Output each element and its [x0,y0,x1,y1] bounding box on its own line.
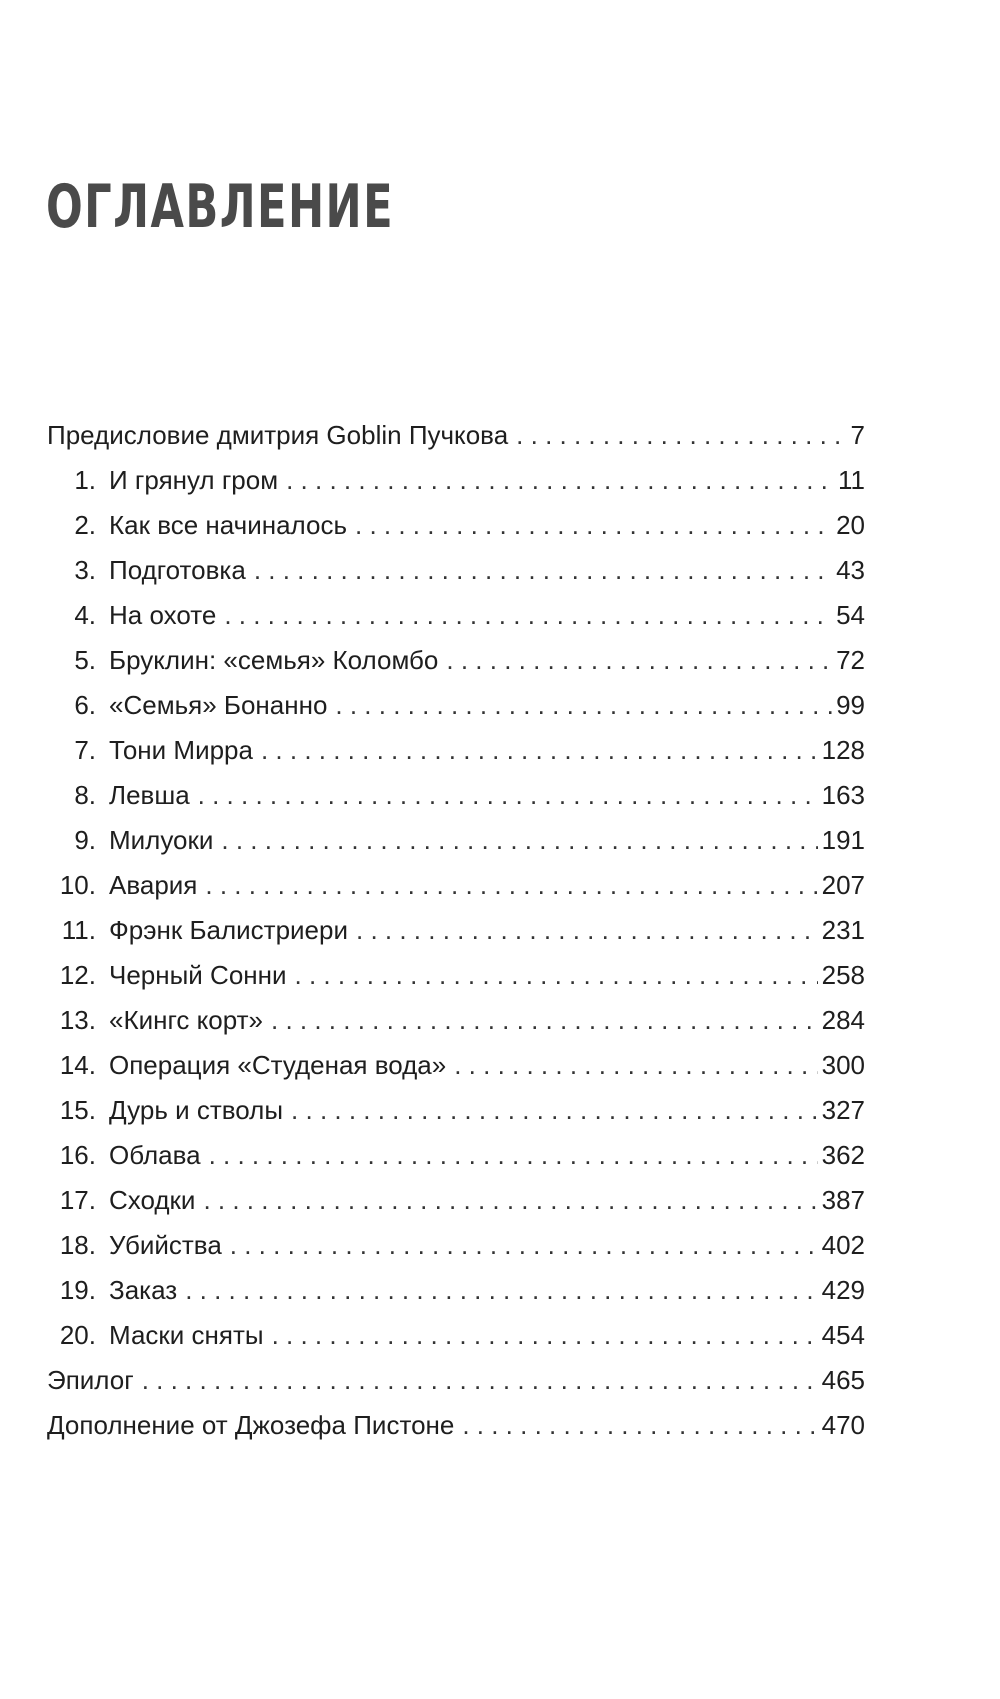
toc-entry-number: 20. [59,1320,96,1350]
toc-entry-epilogue [47,1358,865,1403]
toc-entry-title: И грянул гром [109,465,279,495]
dot-leader [209,1133,818,1178]
dot-leader [355,503,832,548]
toc-entry-number: 16. [59,1140,96,1170]
toc-entry-number: 3. [74,555,96,585]
toc-entry-page: 429 [821,1275,865,1305]
dot-leader [446,638,832,683]
toc-entry-chapter-13 [47,998,865,1043]
toc-entry-number: 11. [61,915,96,945]
toc-entry-number: 12. [59,960,96,990]
toc-entry-chapter-5 [47,638,865,683]
toc-entry-title: Подготовка [109,555,246,585]
toc-entry-chapter-3 [47,548,865,593]
dot-leader [335,683,832,728]
toc-entry-page: 11 [838,465,865,495]
toc-entry-number: 1. [74,465,96,495]
toc-entry-title: Авария [109,870,198,900]
toc-entry-chapter-10 [47,863,865,908]
dot-leader [261,728,818,773]
toc-entry-chapter-20 [47,1313,865,1358]
toc-entry-title: Фрэнк Балистриери [109,915,349,945]
toc-entry-title: «Семья» Бонанно [109,690,328,720]
toc-entry-page: 402 [821,1230,865,1260]
toc-entry-number: 15. [59,1095,96,1125]
dot-leader [271,998,818,1043]
page-title: ОГЛАВЛЕНИЕ [46,172,395,242]
dot-leader [230,1223,818,1268]
toc-entry-page: 258 [821,960,865,990]
dot-leader [205,863,817,908]
toc-entry-chapter-6 [47,683,865,728]
toc-entry-page: 72 [836,645,865,675]
toc-entry-number: 8. [74,780,96,810]
dot-leader [454,1043,817,1088]
toc-entry-page: 300 [821,1050,865,1080]
toc-entry-title: Предисловие дмитрия Goblin Пучкова [47,420,509,450]
toc-entry-title: На охоте [109,600,217,630]
toc-entry-number: 10. [59,870,96,900]
toc-entry-title: Облава [109,1140,201,1170]
toc-entry-title: Как все начиналось [109,510,348,540]
toc-entry-page: 387 [821,1185,865,1215]
toc-entry-number: 19. [59,1275,96,1305]
toc-entry-title: Дурь и стволы [109,1095,284,1125]
dot-leader [142,1358,818,1403]
toc-entry-title: Черный Сонни [109,960,287,990]
toc-entry-chapter-9 [47,818,865,863]
toc-entry-page: 327 [821,1095,865,1125]
toc-entry-title: Маски сняты [109,1320,264,1350]
toc-entry-page: 99 [836,690,865,720]
toc-entry-chapter-4 [47,593,865,638]
dot-leader [221,818,817,863]
dot-leader [291,1088,818,1133]
toc-entry-title: Дополнение от Джозефа Пистоне [47,1410,455,1440]
toc-entry-page: 43 [836,555,865,585]
toc-entry-title: Бруклин: «семья» Коломбо [109,645,439,675]
toc-entry-title: Убийства [109,1230,222,1260]
toc-entry-page: 20 [836,510,865,540]
toc-entry-title: Милуоки [109,825,214,855]
toc-entry-chapter-2 [47,503,865,548]
toc-entry-title: Левша [109,780,190,810]
toc-entry-chapter-8 [47,773,865,818]
dot-leader [203,1178,817,1223]
toc-entry-number: 5. [74,645,96,675]
toc-entry-number: 13. [59,1005,96,1035]
toc-entry-chapter-1 [47,458,865,503]
toc-entry-page: 163 [821,780,865,810]
toc-entry-title: Тони Мирра [109,735,253,765]
toc-entry-page: 454 [821,1320,865,1350]
toc-entry-chapter-15 [47,1088,865,1133]
toc-entry-title: Сходки [109,1185,196,1215]
toc-entry-page: 231 [821,915,865,945]
toc-entry-chapter-19 [47,1268,865,1313]
toc-entry-page: 128 [821,735,865,765]
toc-entry-page: 207 [821,870,865,900]
toc-entry-page: 54 [836,600,865,630]
toc-entry-number: 4. [74,600,96,630]
dot-leader [224,593,832,638]
toc-entry-number: 9. [74,825,96,855]
toc-entry-number: 6. [74,690,96,720]
toc-entry-preface [47,413,865,458]
dot-leader [516,413,846,458]
dot-leader [286,458,834,503]
toc-entry-chapter-12 [47,953,865,998]
dot-leader [356,908,818,953]
toc-entry-page: 191 [821,825,865,855]
toc-entry-page: 465 [821,1365,865,1395]
toc-entry-chapter-11 [47,908,865,953]
toc-entry-page: 470 [821,1410,865,1440]
toc-entry-number: 2. [74,510,96,540]
toc-entry-number: 7. [74,735,96,765]
toc-entry-appendix [47,1403,865,1448]
table-of-contents [47,413,865,1448]
dot-leader [185,1268,817,1313]
toc-entry-page: 284 [821,1005,865,1035]
toc-entry-page: 7 [850,420,865,450]
toc-entry-number: 18. [59,1230,96,1260]
toc-entry-title: Эпилог [47,1365,134,1395]
toc-entry-number: 14. [59,1050,96,1080]
toc-entry-number: 17. [59,1185,96,1215]
dot-leader [272,1313,818,1358]
toc-entry-chapter-7 [47,728,865,773]
dot-leader [254,548,832,593]
dot-leader [198,773,818,818]
toc-entry-title: Операция «Студеная вода» [109,1050,447,1080]
toc-entry-chapter-14 [47,1043,865,1088]
dot-leader [295,953,818,998]
toc-entry-page: 362 [821,1140,865,1170]
toc-entry-chapter-16 [47,1133,865,1178]
dot-leader [462,1403,817,1448]
toc-entry-title: «Кингс корт» [109,1005,264,1035]
toc-entry-title: Заказ [109,1275,178,1305]
toc-entry-chapter-17 [47,1178,865,1223]
toc-entry-chapter-18 [47,1223,865,1268]
